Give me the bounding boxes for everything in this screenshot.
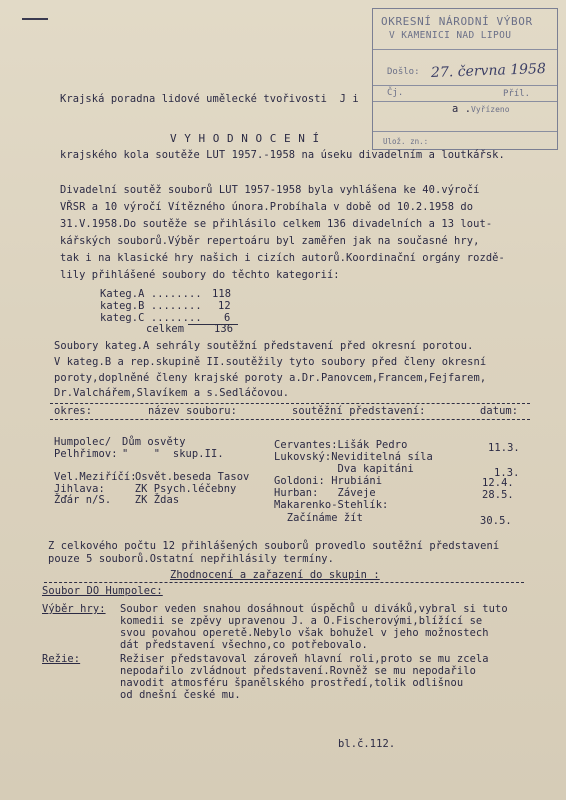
stamp-office-name: OKRESNÍ NÁRODNÍ VÝBOR	[381, 15, 533, 28]
table-row-predstaveni: Goldoni: Hrubiáni	[274, 475, 383, 487]
corner-dash	[22, 18, 48, 20]
table-row-predstaveni: Začínáme žít	[274, 512, 363, 524]
rezie-line: navodit atmosféru španělského prostředí,tolik odlišnou	[120, 677, 464, 689]
category-value: 6	[224, 312, 231, 324]
category-value: 118	[212, 288, 232, 300]
para2-line: V kateg.B a rep.skupině II.soutěžily tyto soubory před členy okresní	[54, 356, 487, 368]
table-row-datum: 28.5.	[482, 489, 514, 501]
table-header-soubor: název souboru:	[148, 405, 237, 417]
para1-line: kářských souborů.Výběr repertoáru byl zaměřen jak na současné hry,	[60, 235, 480, 247]
table-row-datum: 12.4.	[482, 477, 514, 489]
category-label: kateg.C ........	[100, 312, 202, 324]
table-header-datum: datum:	[480, 405, 519, 417]
section-rule	[44, 582, 524, 583]
table-row-datum: 11.3.	[488, 442, 520, 454]
para1-line: tak i na klasické hry našich i cizích autorů.Koordinační orgány rozdě-	[60, 252, 505, 264]
vyber-line: dát představení všechno,co potřebovalo.	[120, 639, 368, 651]
stamp-divider	[373, 85, 557, 86]
table-row-okres: Humpolec/	[54, 436, 112, 448]
table-row-soubor: " " skup.II.	[122, 448, 224, 460]
para2-line: Dr.Valchářem,Slavíkem a s.Sedláčovou.	[54, 387, 290, 399]
table-row-datum: 1.3.	[494, 467, 520, 479]
sender-line-tail: a .	[452, 103, 472, 115]
sender-line: Krajská poradna lidové umělecké tvořivosti J i	[60, 93, 359, 105]
total-value: 136	[214, 323, 234, 335]
para1-line: 31.V.1958.Do soutěže se přihlásilo celkem 136 divadelních a 13 lout-	[60, 218, 493, 230]
para1-line: lily přihlášené soubory do těchto kategorií:	[60, 269, 340, 281]
stamp-doslo-label: Došlo:	[387, 67, 420, 77]
stamp-ulozeno-label: Ulož. zn.:	[383, 137, 429, 146]
table-header-predstaveni: soutěžní představení:	[292, 405, 426, 417]
stamp-divider	[373, 131, 557, 132]
table-row-predstaveni: Hurban: Záveje	[274, 487, 376, 499]
table-row-predstaveni: Makarenko-Stehlík:	[274, 499, 389, 511]
rezie-label: Režie:	[42, 653, 81, 665]
table-row-soubor: Osvět.beseda Tasov	[135, 471, 250, 483]
vyber-line: svou povahou operetě.Nebylo však bohužel v jeho možnostech	[120, 627, 489, 639]
para1-line: Divadelní soutěž souborů LUT 1957-1958 byla vyhlášena ke 40.výročí	[60, 184, 480, 196]
vyber-line: komedii se zpěvy upravenou J. a O.Fischerovými,blížící se	[120, 615, 483, 627]
table-row-okres: Vel.Meziříčí:	[54, 471, 137, 483]
stamp-divider	[373, 101, 557, 102]
category-label: kateg.B ........	[100, 300, 202, 312]
section-heading: Zhodnocení a zařazení do skupin :	[170, 569, 380, 581]
total-label: celkem	[146, 323, 185, 335]
document-subtitle: krajského kola soutěže LUT 1957.-1958 na úseku divadelním a loutkářsk.	[60, 149, 505, 161]
category-label: Kateg.A ........	[100, 288, 202, 300]
page-footer: bl.č.112.	[338, 738, 396, 750]
table-row-predstaveni: Lukovský:Neviditelná síla	[274, 451, 433, 463]
para2-line: Soubory kateg.A sehrály soutěžní představení před okresní porotou.	[54, 340, 474, 352]
table-row-predstaveni: Dva kapitáni	[274, 463, 414, 475]
stamp-vyrizeno-label: Vyřízeno	[471, 105, 510, 114]
registry-stamp	[372, 8, 558, 150]
table-header-rule	[50, 419, 530, 420]
stamp-cj-label: Čj.	[387, 88, 404, 98]
soubor-heading: Soubor DO Humpolec:	[42, 585, 163, 597]
table-row-soubor: ZK Psych.léčebny	[122, 483, 237, 495]
vyber-line: Soubor veden snahou dosáhnout úspěchů u diváků,vybral si tuto	[120, 603, 508, 615]
table-row-okres: Jihlava:	[54, 483, 105, 495]
para2-line: poroty,doplněné členy krajské poroty a.Dr.Panovcem,Francem,Fejfarem,	[54, 372, 487, 384]
document-title: V Y H O D N O C E N Í	[170, 132, 320, 145]
stamp-divider	[373, 49, 557, 50]
stamp-date: 27. června 1958	[430, 61, 547, 81]
stamp-pril-label: Příl.	[503, 89, 531, 99]
para1-line: VŘSR a 10 výročí Vítězného února.Probíhala v době od 10.2.1958 do	[60, 201, 474, 213]
table-row-predstaveni: Cervantes:Lišák Pedro	[274, 439, 408, 451]
rezie-line: od dnešní české mu.	[120, 689, 241, 701]
stamp-office-town: V KAMENICI NAD LIPOU	[389, 30, 512, 41]
rezie-line: Režiser představoval zároveň hlavní roli,proto se mu zcela	[120, 653, 489, 665]
table-row-datum: 30.5.	[480, 515, 512, 527]
table-row-okres: Pelhřimov:	[54, 448, 118, 460]
table-top-rule	[50, 403, 530, 404]
table-row-okres: Žďár n/S.	[54, 494, 112, 506]
total-rule	[188, 324, 238, 325]
vyber-label: Výběr hry:	[42, 603, 106, 615]
para3-line: pouze 5 souborů.Ostatní nepřihlásily termíny.	[48, 553, 335, 565]
table-header-okres: okres:	[54, 405, 93, 417]
rezie-line: nepodařilo zvládnout představení.Rovněž se mu nepodařilo	[120, 665, 476, 677]
para3-line: Z celkového počtu 12 přihlášených souborů provedlo soutěžní představení	[48, 540, 500, 552]
table-row-soubor: ZK Ždas	[122, 494, 180, 506]
table-row-soubor: Dům osvěty	[122, 436, 186, 448]
category-value: 12	[218, 300, 231, 312]
